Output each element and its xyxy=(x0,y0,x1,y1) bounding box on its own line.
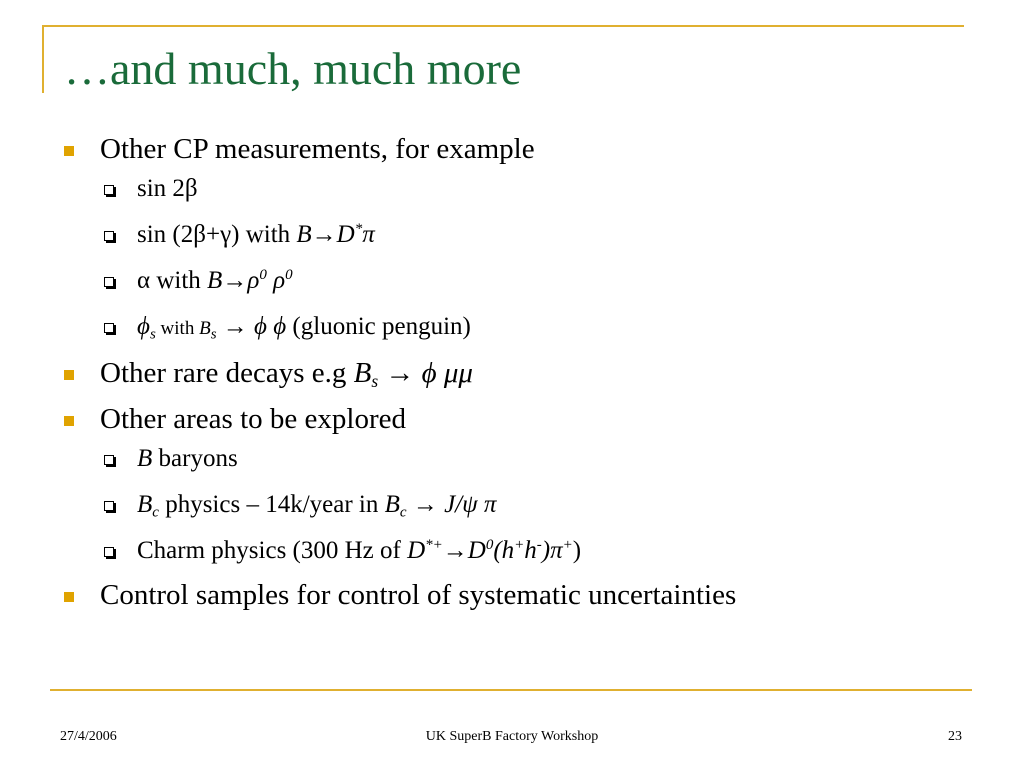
hollow-square-bullet-icon xyxy=(104,323,114,333)
bullet-rare-decays: Other rare decays e.g $B_s \to \phi$ μμ xyxy=(60,356,980,390)
sub-bullet-bc-physics: $B_c$ physics – 14k/year in $B_c \to J/\psi$ π xyxy=(60,490,980,520)
sub-bullet-sin2beta: sin 2β xyxy=(60,174,980,204)
sub-bullet-b-baryons: B baryons xyxy=(60,444,980,474)
frame-left-rule xyxy=(42,25,44,93)
sub-bullet-alpha: α with $B\to\rho^0$ $\rho^0$ xyxy=(60,266,980,296)
slide-title: …and much, much more xyxy=(64,43,522,94)
footer-date: 27/4/2006 xyxy=(60,729,117,744)
square-bullet-icon xyxy=(64,416,74,426)
square-bullet-icon xyxy=(64,370,74,380)
sub-bullet-charm-physics: Charm physics (300 Hz of $D^{*+}\to D^0(h^+h^-)\pi^+$) xyxy=(60,536,980,566)
hollow-square-bullet-icon xyxy=(104,185,114,195)
square-bullet-icon xyxy=(64,592,74,602)
bullet-control-samples: Control samples for control of systematic uncertainties xyxy=(60,578,980,612)
bullet-other-areas: Other areas to be explored xyxy=(60,402,980,436)
hollow-square-bullet-icon xyxy=(104,455,114,465)
footer-title: UK SuperB Factory Workshop xyxy=(425,729,599,744)
square-bullet-icon xyxy=(64,146,74,156)
slide-content xyxy=(60,132,980,612)
bullet-other-cp: Other CP measurements, for example xyxy=(60,132,980,166)
sub-bullet-phi-s: $\phi_s$ with $B_s \to \phi$ ϕ (gluonic penguin) xyxy=(60,312,980,344)
hollow-square-bullet-icon xyxy=(104,501,114,511)
frame-top-rule xyxy=(42,25,964,27)
footer-rule xyxy=(50,689,972,691)
slide-number: 23 xyxy=(948,729,962,744)
hollow-square-bullet-icon xyxy=(104,547,114,557)
hollow-square-bullet-icon xyxy=(104,231,114,241)
hollow-square-bullet-icon xyxy=(104,277,114,287)
sub-bullet-sin2beta-gamma: sin (2β+γ) with B→D*π xyxy=(60,220,980,250)
